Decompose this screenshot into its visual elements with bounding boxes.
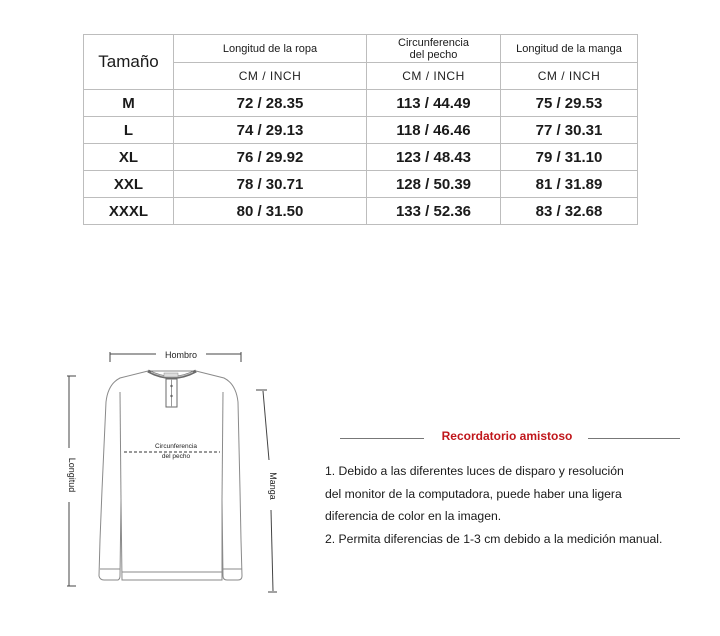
size-chart-table (83, 34, 638, 225)
friendly-reminder (325, 428, 710, 550)
chest-label-line2: del pecho (161, 453, 191, 460)
table-row (84, 117, 638, 144)
size-cell: XXXL (84, 198, 174, 225)
chest-label-line1: Circunferencia (155, 443, 197, 450)
divider (340, 438, 424, 439)
chest-cell: 133 / 52.36 (367, 198, 501, 225)
sleeve-cell: 79 / 31.10 (501, 144, 638, 171)
shirt-measurement-diagram (60, 340, 300, 600)
size-column-header: Tamaño (84, 35, 174, 90)
length-cell: 74 / 29.13 (174, 117, 367, 144)
reminder-line: 1. Debido a las diferentes luces de disparo y resolución (325, 464, 624, 478)
table-row (84, 144, 638, 171)
unit-label: CM / INCH (501, 63, 638, 90)
size-cell: XL (84, 144, 174, 171)
chest-circumference-header (367, 35, 501, 63)
sleeve-cell: 77 / 30.31 (501, 117, 638, 144)
chest-cell: 123 / 48.43 (367, 144, 501, 171)
length-cell: 80 / 31.50 (174, 198, 367, 225)
reminder-line: del monitor de la computadora, puede haber una ligera (325, 486, 622, 501)
reminder-text (325, 460, 710, 550)
reminder-line: 2. Permita diferencias de 1-3 cm debido a la medición manual. (325, 531, 663, 546)
chest-header-line1: Circunferencia (398, 36, 469, 49)
length-cell: 72 / 28.35 (174, 90, 367, 117)
chest-cell: 118 / 46.46 (367, 117, 501, 144)
sleeve-cell: 81 / 31.89 (501, 171, 638, 198)
table-row (84, 198, 638, 225)
sleeve-label: Manga (268, 472, 278, 500)
sleeve-cell: 75 / 29.53 (501, 90, 638, 117)
reminder-line: diferencia de color en la imagen. (325, 509, 502, 523)
reminder-title: Recordatorio amistoso (441, 429, 573, 443)
size-cell: M (84, 90, 174, 117)
size-cell: L (84, 117, 174, 144)
reminder-title-row (340, 428, 670, 448)
length-cell: 78 / 30.71 (174, 171, 367, 198)
chest-cell: 128 / 50.39 (367, 171, 501, 198)
clothing-length-header: Longitud de la ropa (174, 35, 367, 63)
chest-cell: 113 / 44.49 (367, 90, 501, 117)
length-label: Longitud (67, 457, 77, 493)
table-row (84, 90, 638, 117)
chest-header-line2: del pecho (409, 48, 458, 61)
unit-label: CM / INCH (367, 63, 501, 90)
unit-label: CM / INCH (174, 63, 367, 90)
sleeve-length-header: Longitud de la manga (501, 35, 638, 63)
length-cell: 76 / 29.92 (174, 144, 367, 171)
size-cell: XXL (84, 171, 174, 198)
sleeve-cell: 83 / 32.68 (501, 198, 638, 225)
divider (588, 438, 680, 439)
table-row (84, 171, 638, 198)
shoulder-label: Hombro (164, 350, 198, 360)
